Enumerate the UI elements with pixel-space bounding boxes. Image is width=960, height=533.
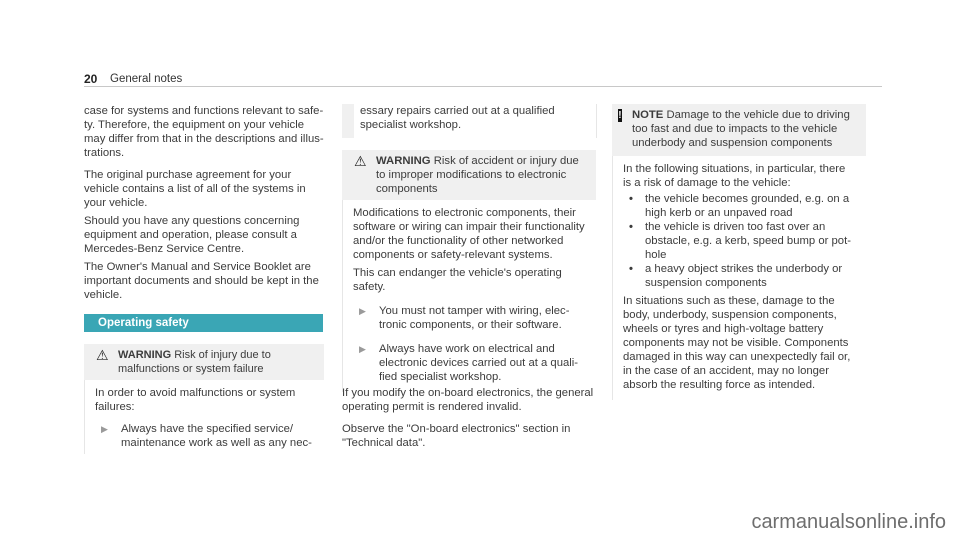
warning-box-malfunction: [84, 344, 324, 449]
warning-body: [84, 380, 324, 454]
step-arrow-icon: ▶: [359, 344, 366, 354]
bullet-icon: •: [629, 221, 633, 233]
warning-paragraph: In order to avoid malfunctions or system failures:: [95, 387, 296, 413]
warning-label: WARNING: [118, 349, 172, 361]
notice-intro: In the following situations, in particular, there is a risk of damage to the vehicle:: [623, 163, 846, 189]
step-text: Always have the specified service/ maintenance work as well as any nec-: [121, 423, 312, 449]
warning-triangle-icon: ⚠: [354, 153, 367, 169]
bullet-item: [623, 220, 856, 262]
warning-header: [84, 344, 324, 380]
action-step: [353, 342, 586, 384]
warning-triangle-icon: ⚠: [96, 347, 109, 363]
step-text: You must not tamper with wiring, electronic components, or their software.: [379, 305, 570, 331]
section-heading-operating-safety: Operating safety: [84, 314, 323, 332]
warning-box-electronics: [342, 150, 596, 392]
bullet-item: [623, 192, 856, 220]
bullet-icon: •: [629, 193, 633, 205]
warning-body: [342, 200, 596, 392]
notice-label: NOTE: [631, 109, 664, 121]
body-paragraph: Should you have any questions concerning equipment and operation, please consult a Mercedes-Benz Service Centre.: [84, 215, 300, 255]
notice-body: [612, 156, 866, 400]
watermark: carmanualsonline.info: [751, 511, 946, 533]
notice-box-vehicle-damage: [612, 104, 866, 400]
warning-label: WARNING: [376, 155, 431, 167]
column-1: [84, 104, 324, 310]
warning-paragraph: This can endanger the vehicle's operating safety.: [353, 267, 562, 293]
body-paragraph: Observe the "On-board electronics" section in "Technical data".: [342, 423, 571, 449]
bullet-text: a heavy object strikes the underbody or suspension components: [645, 263, 843, 289]
exclamation-icon: !: [618, 110, 622, 121]
warning-headline: Risk of accident or injury due to improper modifications to electronic components: [376, 155, 579, 195]
continued-block: [342, 104, 597, 138]
warning-header: [342, 150, 596, 200]
notice-headline: Damage to the vehicle due to driving too fast and due to impacts to the vehicle underbody and suspension components: [631, 109, 850, 149]
warning-text: [376, 154, 588, 196]
body-paragraph: The original purchase agreement for your vehicle contains a list of all of the systems in your vehicle.: [84, 169, 306, 209]
column-2-body: [342, 386, 596, 458]
running-header-title: General notes: [110, 73, 183, 85]
warning-headline: Risk of injury due to malfunctions or system failure: [118, 349, 271, 375]
action-step: [95, 422, 314, 450]
body-paragraph: The Owner's Manual and Service Booklet are important documents and should be kept in the vehicle.: [84, 261, 319, 301]
header-divider: [84, 86, 882, 87]
warning-paragraph: Modifications to electronic components, their software or wiring can impair their functionality and/or the functionality of other networked components or safety-relevant systems.: [353, 207, 585, 261]
bullet-icon: •: [629, 263, 633, 275]
page-number: 20: [84, 72, 98, 86]
bullet-text: the vehicle becomes grounded, e.g. on a high kerb or an unpaved road: [645, 193, 850, 219]
body-paragraph: case for systems and functions relevant to safety. Therefore, the equipment on your vehicle may differ from that in the descriptions and illustrations.: [84, 105, 324, 159]
notice-closing: In situations such as these, damage to the body, underbody, suspension components, wheels or tyres and high-voltage battery components may not be visible. Components damaged in this way can unexpectedly fail or, in the case of an accident, may no longer absorb the resulting force as intended.: [623, 295, 851, 391]
notice-header: [612, 104, 866, 156]
action-step: [353, 304, 586, 332]
step-arrow-icon: ▶: [359, 306, 366, 316]
bullet-text: the vehicle is driven too fast over an obstacle, e.g. a kerb, speed bump or pothole: [645, 221, 851, 261]
warning-text: [118, 348, 316, 376]
step-arrow-icon: ▶: [101, 424, 108, 434]
body-paragraph: If you modify the on-board electronics, the general operating permit is rendered invalid.: [342, 387, 594, 413]
step-text: Always have work on electrical and electronic devices carried out at a qualified specialist workshop.: [379, 343, 579, 383]
notice-text: [632, 108, 858, 150]
continued-text: essary repairs carried out at a qualified specialist workshop.: [360, 105, 555, 131]
bullet-item: [623, 262, 856, 290]
